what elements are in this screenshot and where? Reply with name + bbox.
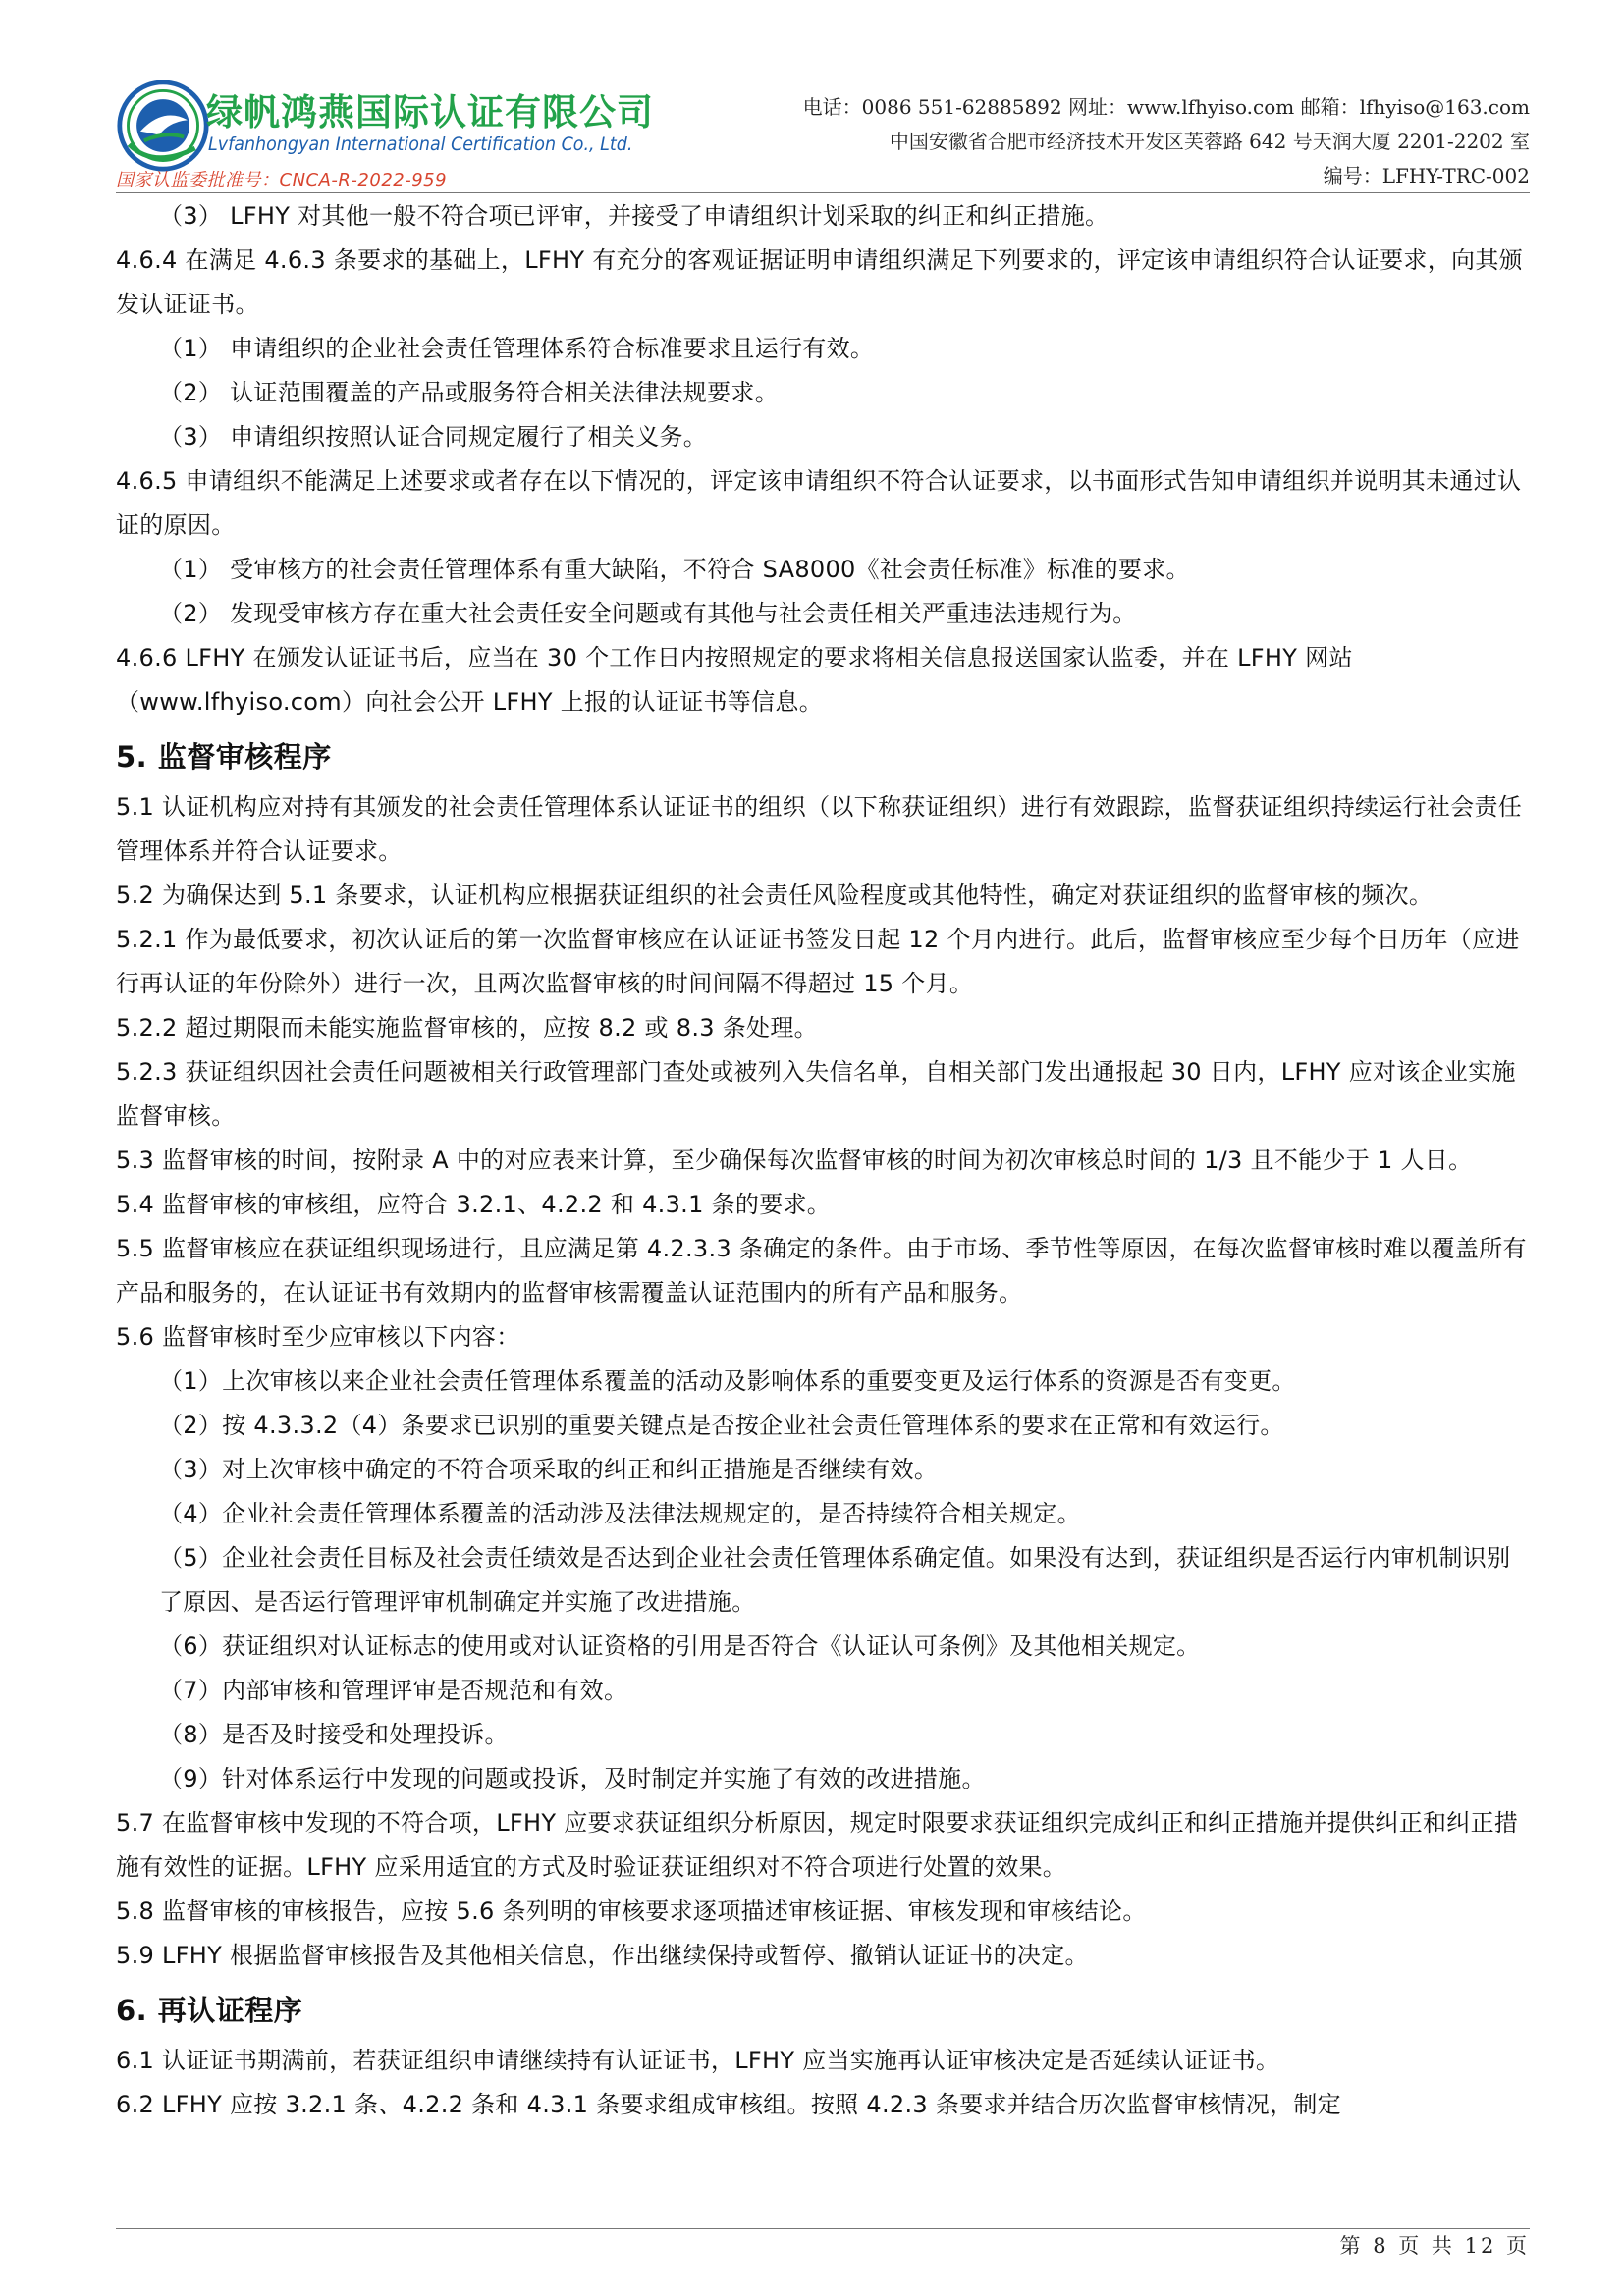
paragraph: （3） LFHY 对其他一般不符合项已评审，并接受了申请组织计划采取的纠正和纠正措施。 [159,202,1110,230]
footer-divider [116,2228,1530,2229]
document-number: 编号：LFHY-TRC-002 [1323,164,1530,187]
clause-4-6-5: 4.6.5 申请组织不能满足上述要求或者存在以下情况的，评定该申请组织不符合认证要求，以书面形式告知申请组织并说明其未通过认证的原因。 [116,467,1522,539]
list-item: （2） 发现受审核方存在重大社会责任安全问题或有其他与社会责任相关严重违法违规行为。 [159,600,1137,627]
list-item: （8）是否及时接受和处理投诉。 [159,1721,509,1748]
page-header [116,71,1530,196]
address-line: 中国安徽省合肥市经济技术开发区芙蓉路 642 号天润大厦 2201-2202 室 [889,130,1530,153]
clause-6-1: 6.1 认证证书期满前，若获证组织申请继续持有认证证书，LFHY 应当实施再认证审核决定是否延续认证证书。 [116,2047,1280,2074]
company-logo-icon [116,79,210,173]
clause-4-6-4: 4.6.4 在满足 4.6.3 条要求的基础上，LFHY 有充分的客观证据证明申请组织满足下列要求的，评定该申请组织符合认证要求，向其颁发认证证书。 [116,246,1523,318]
clause-5-8: 5.8 监督审核的审核报告，应按 5.6 条列明的审核要求逐项描述审核证据、审核发现和审核结论。 [116,1897,1147,1925]
section-heading-5: 5. 监督审核程序 [116,740,332,774]
clause-5-6: 5.6 监督审核时至少应审核以下内容： [116,1323,520,1351]
list-item: （7）内部审核和管理评审是否规范和有效。 [159,1677,628,1704]
contact-line: 电话：0086 551-62885892 网址：www.lfhyiso.com 邮箱：lfhyiso@163.com [802,95,1530,119]
list-item: （9）针对体系运行中发现的问题或投诉，及时制定并实施了有效的改进措施。 [159,1765,986,1792]
clause-5-5: 5.5 监督审核应在获证组织现场进行，且应满足第 4.2.3.3 条确定的条件。由于市场、季节性等原因，在每次监督审核时难以覆盖所有产品和服务的，在认证证书有效期内的监督审核需覆盖认证范围内的所有产品和服务。 [116,1235,1527,1307]
clause-5-9: 5.9 LFHY 根据监督审核报告及其他相关信息，作出继续保持或暂停、撤销认证证书的决定。 [116,1942,1089,1969]
contact-block [803,90,1530,193]
list-item: （5）企业社会责任目标及社会责任绩效是否达到企业社会责任管理体系确定值。如果没有达到，获证组织是否运行内审机制识别了原因、是否运行管理评审机制确定并实施了改进措施。 [159,1544,1511,1616]
clause-5-2-3: 5.2.3 获证组织因社会责任问题被相关行政管理部门查处或被列入失信名单，自相关部门发出通报起 30 日内，LFHY 应对该企业实施监督审核。 [116,1058,1516,1130]
company-name-cn: 绿帆鸿燕国际认证有限公司 [206,91,654,133]
clause-5-3: 5.3 监督审核的时间，按附录 A 中的对应表来计算，至少确保每次监督审核的时间为初次审核总时间的 1/3 且不能少于 1 人日。 [116,1147,1473,1174]
clause-6-2: 6.2 LFHY 应按 3.2.1 条、4.2.2 条和 4.3.1 条要求组成审核组。按照 4.2.3 条要求并结合历次监督审核情况，制定 [116,2091,1341,2118]
list-item: （1）上次审核以来企业社会责任管理体系覆盖的活动及影响体系的重要变更及运行体系的资源是否有变更。 [159,1367,1296,1395]
list-item: （4）企业社会责任管理体系覆盖的活动涉及法律法规规定的，是否持续符合相关规定。 [159,1500,1081,1527]
approval-number: 国家认监委批准号：CNCA-R-2022-959 [116,170,448,190]
clause-5-2-1: 5.2.1 作为最低要求，初次认证后的第一次监督审核应在认证证书签发日起 12 个月内进行。此后，监督审核应至少每个日历年（应进行再认证的年份除外）进行一次，且两次监督审核的时间间隔不得超过 15 个月。 [116,926,1520,997]
company-name-en: Lvfanhongyan International Certification Co., Ltd. [208,133,633,155]
section-heading-6: 6. 再认证程序 [116,1994,303,2027]
clause-4-6-6: 4.6.6 LFHY 在颁发认证证书后，应当在 30 个工作日内按照规定的要求将相关信息报送国家认监委，并在 LFHY 网站（www.lfhyiso.com）向社会公开 LFHY 上报的认证证书等信息。 [116,644,1353,716]
list-item: （3） 申请组织按照认证合同规定履行了相关义务。 [159,423,708,451]
page-number: 第 8 页 共 12 页 [1339,2234,1530,2258]
list-item: （1） 申请组织的企业社会责任管理体系符合标准要求且运行有效。 [159,335,875,362]
clause-5-1: 5.1 认证机构应对持有其颁发的社会责任管理体系认证证书的组织（以下称获证组织）进行有效跟踪，监督获证组织持续运行社会责任管理体系并符合认证要求。 [116,793,1523,865]
list-item: （1） 受审核方的社会责任管理体系有重大缺陷，不符合 SA8000《社会责任标准》标准的要求。 [159,556,1190,583]
document-body [116,194,1532,2127]
clause-5-2: 5.2 为确保达到 5.1 条要求，认证机构应根据获证组织的社会责任风险程度或其他特性，确定对获证组织的监督审核的频次。 [116,881,1434,909]
header-divider [116,192,1530,193]
clause-5-7: 5.7 在监督审核中发现的不符合项，LFHY 应要求获证组织分析原因，规定时限要求获证组织完成纠正和纠正措施并提供纠正和纠正措施有效性的证据。LFHY 应采用适宜的方式及时验证获证组织对不符合项进行处置的效果。 [116,1809,1519,1881]
clause-5-4: 5.4 监督审核的审核组，应符合 3.2.1、4.2.2 和 4.3.1 条的要求。 [116,1191,832,1218]
list-item: （6）获证组织对认证标志的使用或对认证资格的引用是否符合《认证认可条例》及其他相关规定。 [159,1632,1201,1660]
list-item: （2）按 4.3.3.2（4）条要求已识别的重要关键点是否按企业社会责任管理体系的要求在正常和有效运行。 [159,1412,1284,1439]
list-item: （2） 认证范围覆盖的产品或服务符合相关法律法规要求。 [159,379,779,406]
list-item: （3）对上次审核中确定的不符合项采取的纠正和纠正措施是否继续有效。 [159,1456,939,1483]
clause-5-2-2: 5.2.2 超过期限而未能实施监督审核的，应按 8.2 或 8.3 条处理。 [116,1014,818,1041]
